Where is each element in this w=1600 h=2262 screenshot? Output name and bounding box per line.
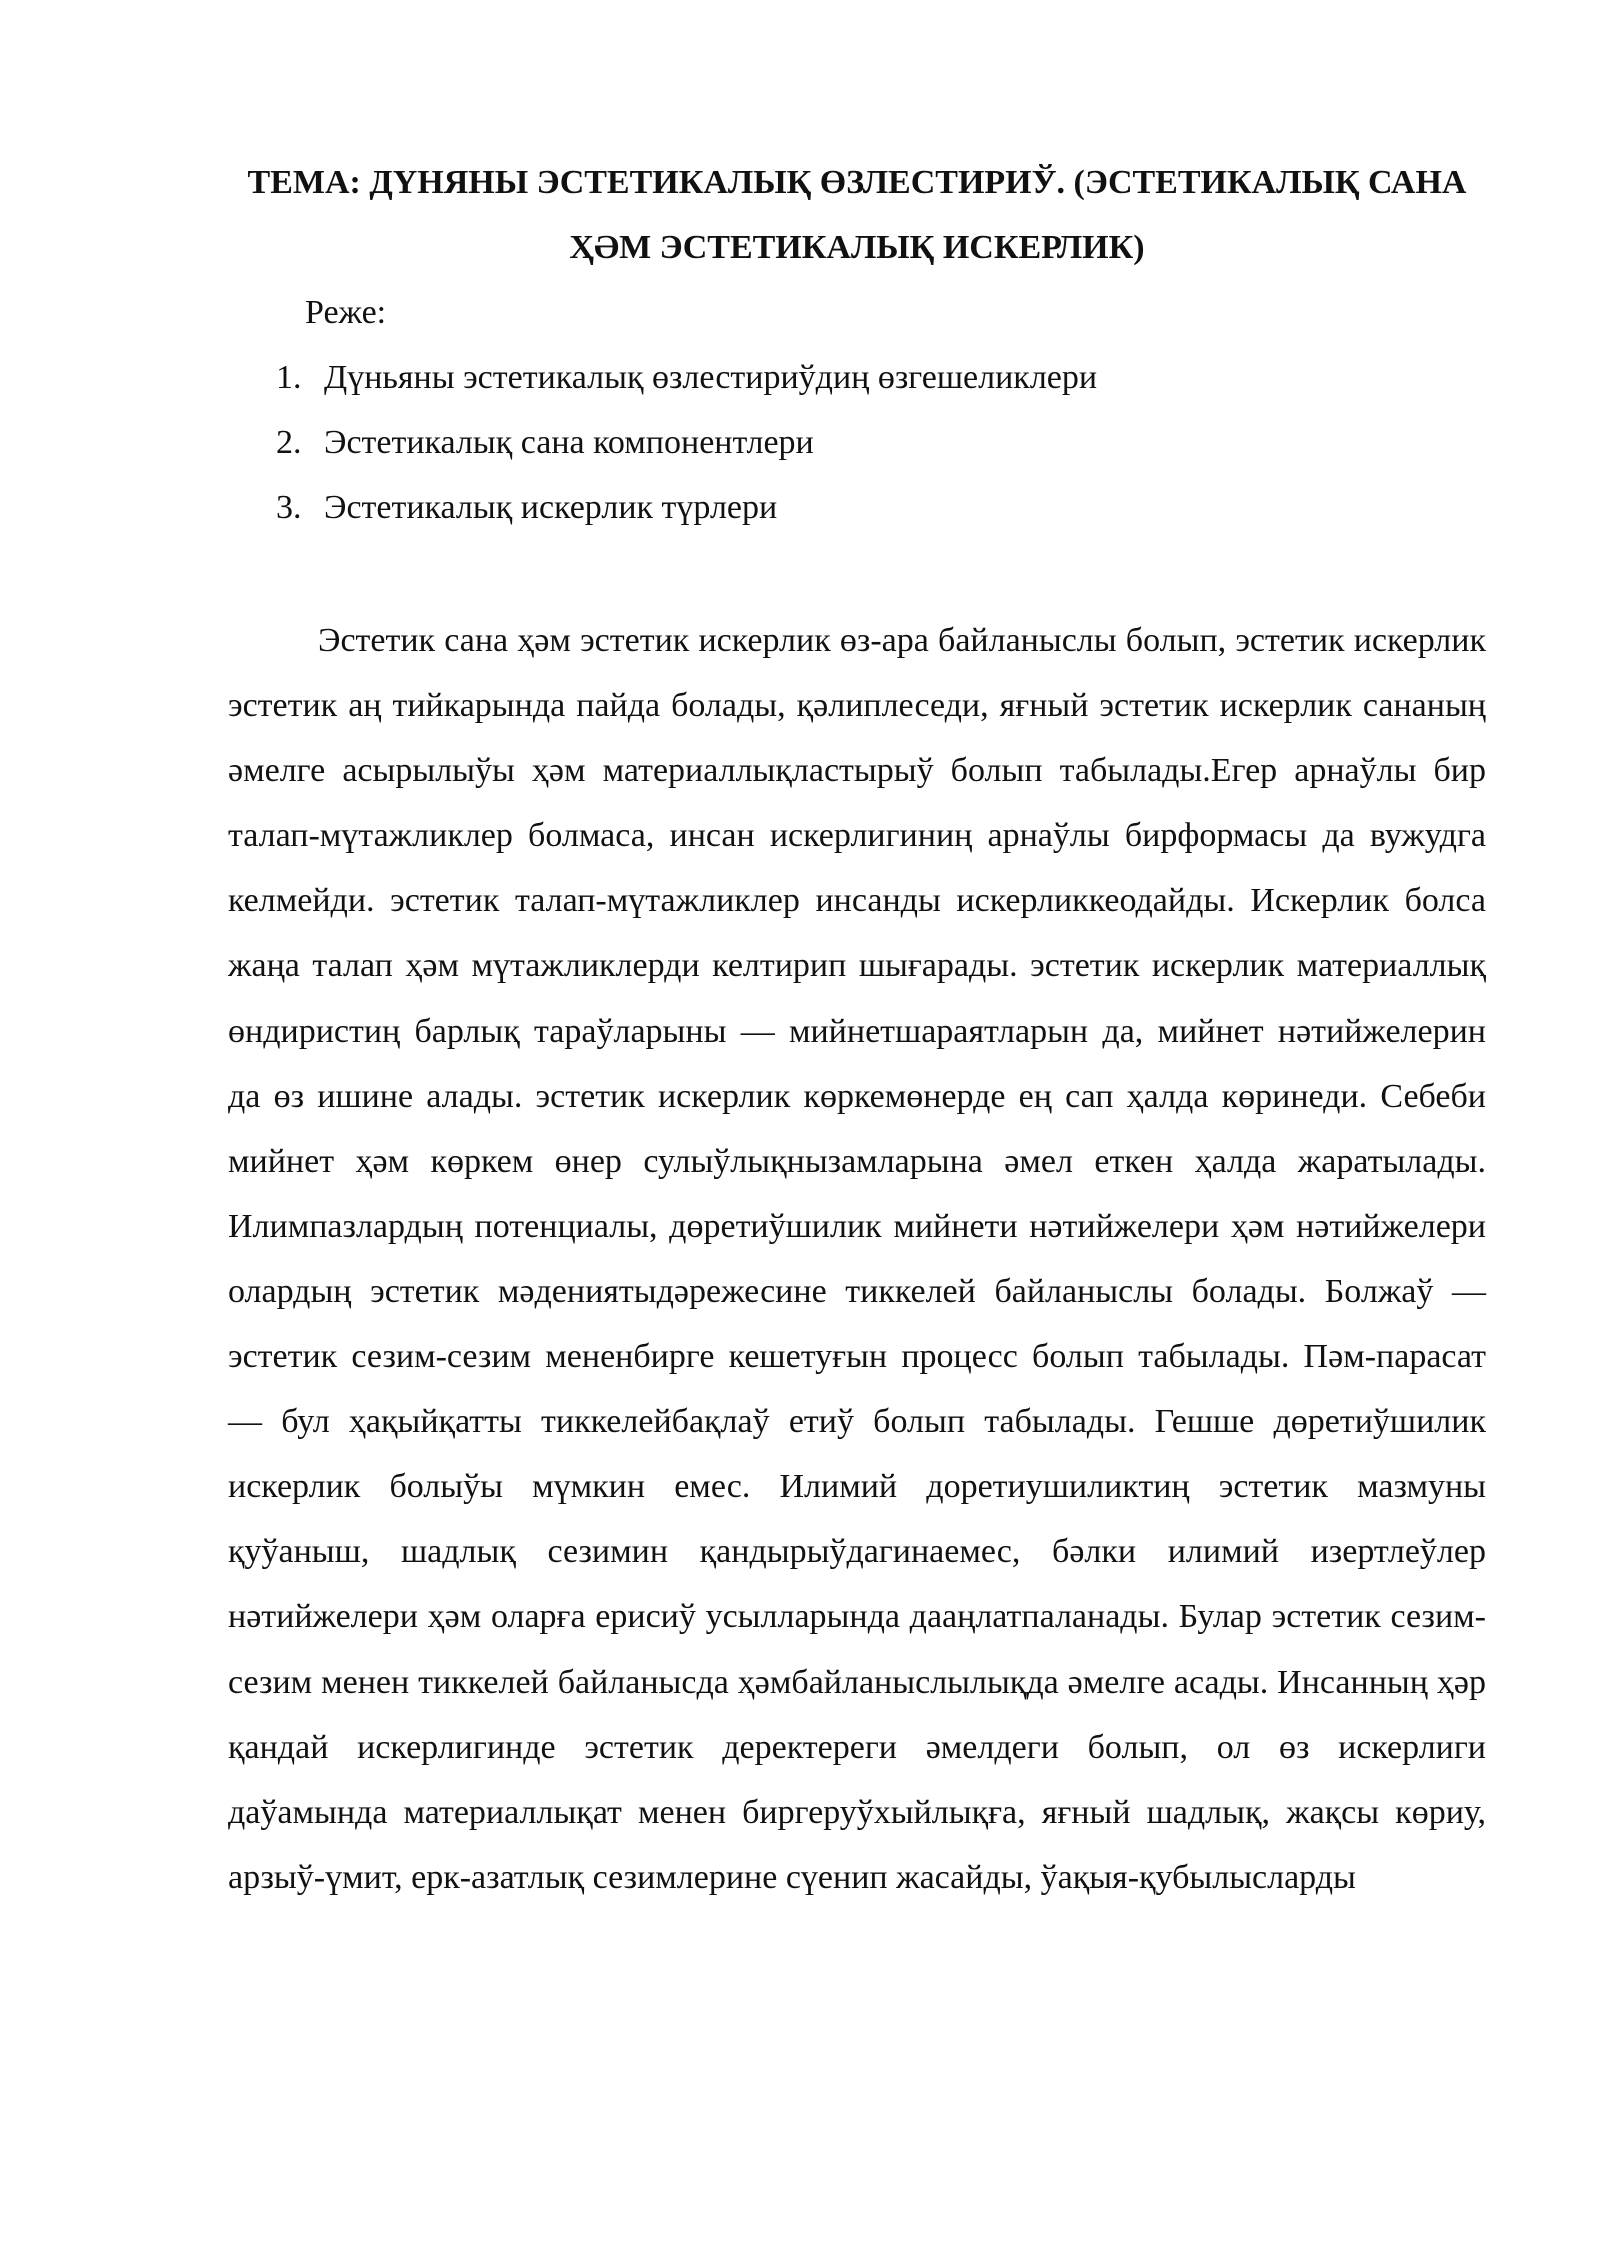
- plan-item: [276, 410, 1486, 475]
- plan-item-text: Эстетикалық сана компонентлери: [324, 424, 814, 461]
- plan-item: [276, 475, 1486, 540]
- document-title: ТЕМА: ДҮНЯНЫ ЭСТЕТИКАЛЫҚ ӨЗЛЕСТИРИЎ. (ЭСТЕТИКАЛЫҚ САНА ҲӘМ ЭСТЕТИКАЛЫҚ ИСКЕРЛИК): [247, 164, 1467, 266]
- plan-item-number: 3.: [276, 489, 302, 526]
- body-paragraph: Эстетик сана ҳәм эстетик искерлик өз-ара байланыслы болып, эстетик искерлик эстетик аң тийкарында пайда болады, қәлиплеседи, яғный эстетик искерлик сананың әмелге асырылыўы ҳәм материаллықластырыў болып табылады.Егер арнаўлы бир талап-мүтажликлер болмаса, инсан искерлигиниң арнаўлы бирформасы да вужудга келмейди. эстетик талап-мүтажликлер инсанды искерликкеодайды. Искерлик болса жаңа талап ҳәм мүтажликлерди келтирип шығарады. эстетик искерлик материаллық өндиристиң барлық тараўларыны — мийнетшараятларын да, мийнет нәтийжелерин да өз ишине алады. эстетик искерлик көркемөнерде ең сап ҳалда көринеди. Себеби мийнет ҳәм көркем өнер сулыўлықнызамларына әмел еткен ҳалда жаратылады. Илимпазлардың потенциалы, дөретиўшилик мийнети нәтийжелери ҳәм нәтийжелери олардың эстетик мәдениятыдәрежесине тиккелей байланыслы болады. Болжаў — эстетик сезим-сезим мененбирге кешетуғын процесс болып табылады. Пәм-парасат — бул ҳақыйқатты тиккелейбақлаў етиў болып табылады. Гешше дөретиўшилик искерлик болыўы мүмкин емес. Илимий доретиушиликтиң эстетик мазмуны қуўаныш, шадлық сезимин қандырыўдагинаемес, бәлки илимий изертлеўлер нәтийжелери ҳәм оларға ерисиў усылларында дааңлатпаланады. Булар эстетик сезим-сезим менен тиккелей байланысда ҳәмбайланыслылықда әмелге асады. Инсанның ҳәр қандай искерлигинде эстетик деректереги әмелдеги болып, ол өз искерлиги даўамында материаллықат менен биргеруўхыйлықға, яғный шадлық, жақсы көриу, арзыў-үмит, ерк-азатлық сезимлерине сүенип жасайды, ўақыя-қубылысларды: [228, 622, 1486, 1896]
- plan-item-text: Дүньяны эстетикалық өзлестириўдиң өзгешеликлери: [324, 359, 1098, 396]
- plan-item-number: 1.: [276, 359, 302, 396]
- document-page: [228, 150, 1486, 1910]
- plan-item-text: Эстетикалық искерлик түрлери: [324, 489, 778, 526]
- plan-item-number: 2.: [276, 424, 302, 461]
- plan-label: Реже:: [305, 294, 387, 331]
- plan-list: [228, 345, 1486, 540]
- plan-item: [276, 345, 1486, 410]
